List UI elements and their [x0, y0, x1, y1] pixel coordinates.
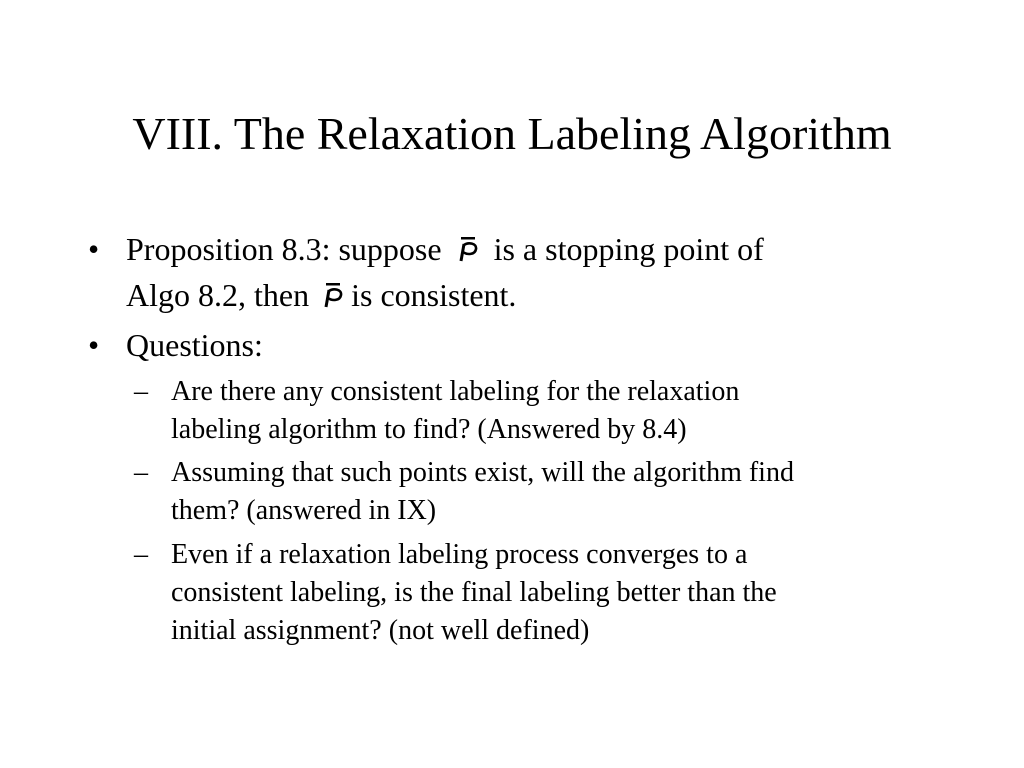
dash-mark: –: [134, 457, 148, 488]
dash-mark: –: [134, 539, 148, 570]
sub-item-line: labeling algorithm to find? (Answered by 8.4): [171, 414, 687, 445]
sub-item-text: [171, 454, 794, 530]
p-bar-formula-icon: [456, 236, 484, 262]
bullet-line-2: [126, 272, 764, 318]
bullet-text: Questions:: [126, 327, 263, 363]
sub-item-line: them? (answered in IX): [171, 495, 437, 526]
slide-title: VIII. The Relaxation Labeling Algorithm: [132, 108, 892, 159]
sub-item-text: [171, 373, 739, 449]
sub-item-line: Even if a relaxation labeling process converges to a: [171, 539, 748, 570]
sub-item-line: initial assignment? (not well defined): [171, 615, 590, 646]
sub-item-line: Assuming that such points exist, will the algorithm find: [171, 457, 794, 488]
sub-item-line: Are there any consistent labeling for the relaxation: [171, 376, 740, 407]
bullet-text-segment: is consistent.: [351, 277, 517, 313]
bullet-text-segment: is a stopping point of: [493, 231, 764, 267]
bullet-mark: •: [88, 231, 100, 267]
dash-mark: –: [134, 376, 148, 407]
bullet-text-segment: Proposition 8.3: suppose: [126, 231, 442, 267]
p-bar-formula-icon: [321, 282, 349, 308]
sub-item-text: [171, 536, 777, 650]
bullet-text-segment: Algo 8.2, then: [126, 277, 310, 313]
bullet-mark: •: [88, 327, 100, 363]
bullet-text: [126, 226, 764, 318]
sub-item-line: consistent labeling, is the final labeling better than the: [171, 577, 777, 608]
bullet-line-1: [126, 226, 764, 272]
